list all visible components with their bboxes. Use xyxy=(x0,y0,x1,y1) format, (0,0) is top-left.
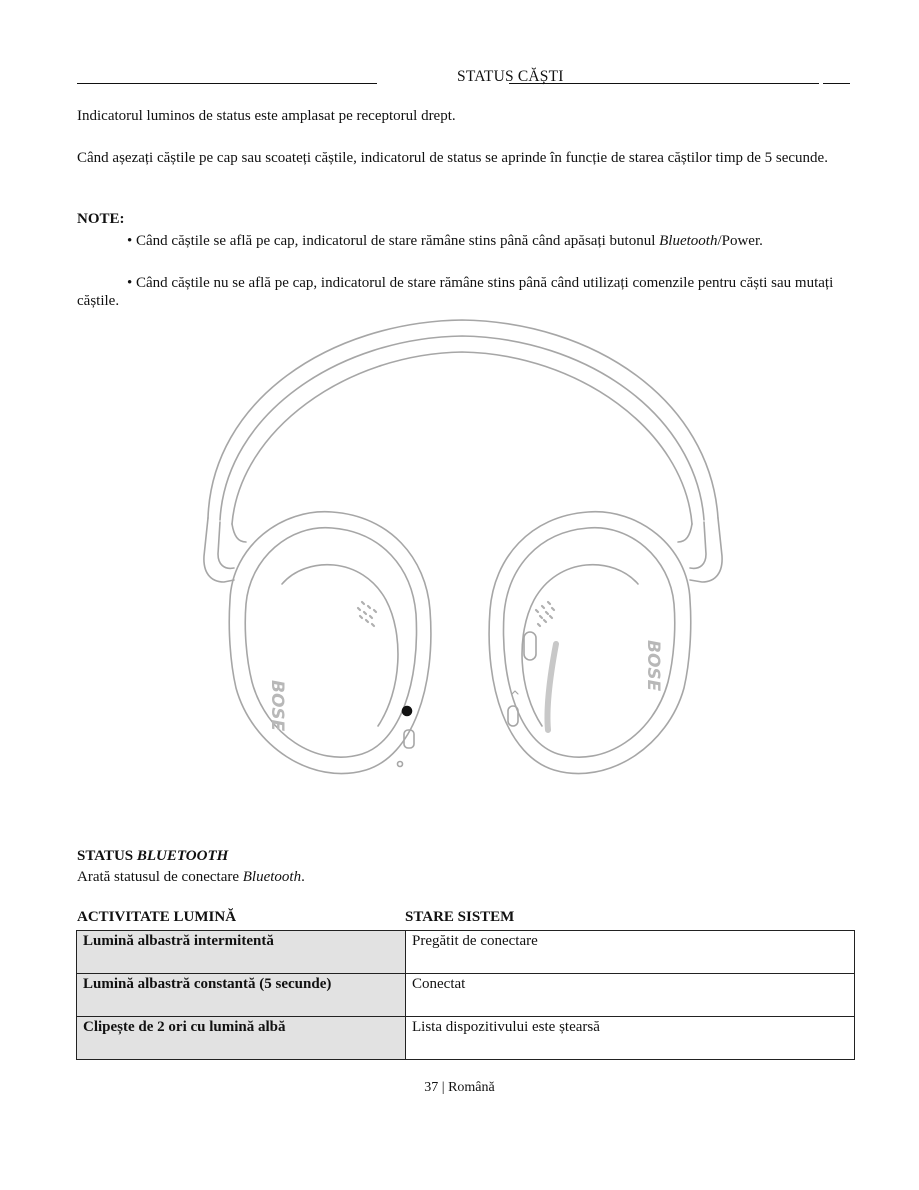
microphone-dot-icon xyxy=(403,707,412,716)
right-earcup-vent-dots xyxy=(536,602,554,626)
touch-slider-icon xyxy=(547,644,556,730)
headphones-illustration xyxy=(190,310,730,790)
system-state-cell: Conectat xyxy=(406,974,855,1017)
brand-logo-left: BOSE xyxy=(267,680,287,732)
table-row xyxy=(77,931,855,974)
light-activity-cell: Clipește de 2 ori cu lumină albă xyxy=(77,1017,406,1060)
header-rule-left xyxy=(77,83,377,84)
bluetooth-title-plain: STATUS xyxy=(77,848,137,864)
header-rule-right xyxy=(509,83,819,84)
page-number: 37 xyxy=(424,1080,439,1095)
column-header-system-state: STARE SISTEM xyxy=(405,909,515,925)
intro-paragraph-1: Indicatorul luminos de status este amplasat pe receptorul drept. xyxy=(77,108,456,124)
bluetooth-power-button-icon xyxy=(524,632,536,660)
header-title: STATUS CĂȘTI xyxy=(457,68,564,85)
bluetooth-desc-plain: Arată statusul de conectare xyxy=(77,869,243,885)
note-bullet-2: • Când căștile nu se află pe cap, indicatorul de stare rămâne stins până când utilizați comenzile pentru căști sau mutați căștile. xyxy=(77,275,834,309)
note-bullet-1-tail: /Power. xyxy=(717,233,763,249)
note-bullet-1-italic: Bluetooth xyxy=(659,233,718,249)
bluetooth-title-italic: BLUETOOTH xyxy=(136,848,229,864)
bluetooth-section-title xyxy=(77,848,228,865)
column-header-light-activity: ACTIVITATE LUMINĂ xyxy=(77,909,237,925)
note-bullet-1 xyxy=(77,232,855,250)
system-state-cell: Lista dispozitivului este ștearsă xyxy=(406,1017,855,1060)
header-rule-end xyxy=(823,83,850,84)
table-row xyxy=(77,974,855,1017)
intro-paragraph-2: Când așezați căștile pe cap sau scoateți căștile, indicatorul de status se aprinde în funcție de starea căștilor timp de 5 secunde. xyxy=(77,150,828,166)
bluetooth-desc-italic: Bluetooth xyxy=(242,869,302,885)
table-row xyxy=(77,1017,855,1060)
left-earcup-vent-dots xyxy=(358,602,376,626)
footer-separator: | xyxy=(438,1080,449,1095)
light-activity-cell: Lumină albastră constantă (5 secunde) xyxy=(77,974,406,1017)
section-header xyxy=(77,68,850,88)
light-activity-cell: Lumină albastră intermitentă xyxy=(77,931,406,974)
brand-logo-right: BOSE xyxy=(643,640,663,692)
note-label: NOTE: xyxy=(77,211,125,227)
bluetooth-section-desc xyxy=(77,869,305,886)
footer-language: Română xyxy=(448,1080,495,1095)
bluetooth-desc-tail: . xyxy=(301,869,305,885)
system-state-cell: Pregătit de conectare xyxy=(406,931,855,974)
bluetooth-status-table xyxy=(76,930,855,1060)
note-bullet-1-text: • Când căștile se află pe cap, indicatorul de stare rămâne stins până când apăsați butonul xyxy=(127,233,660,249)
page-footer xyxy=(0,1080,919,1096)
